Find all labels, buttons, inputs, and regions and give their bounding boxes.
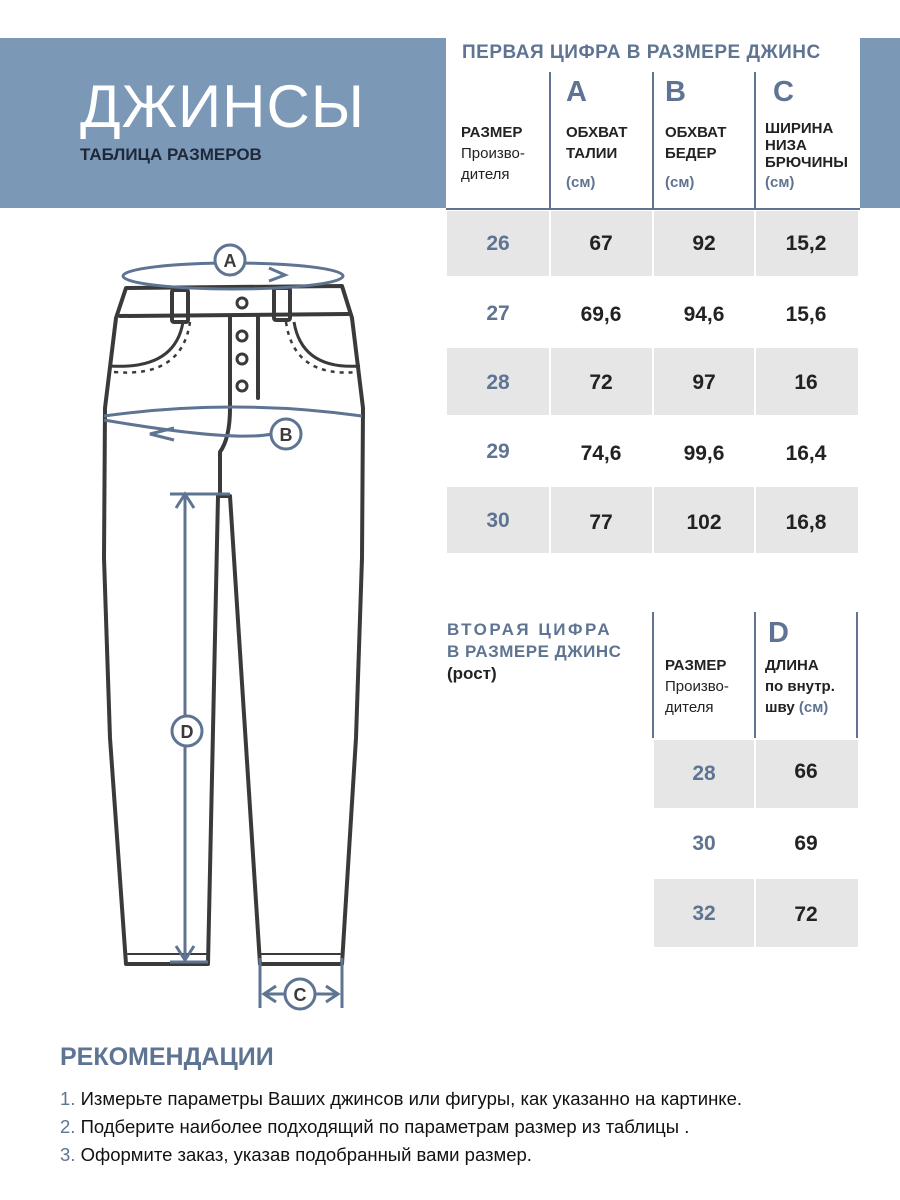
- table1-size-label: РАЗМЕР Произво- дителя: [461, 124, 525, 183]
- column-letter-c: C: [773, 76, 794, 108]
- column-letter-d: D: [768, 617, 789, 649]
- column-label-waist: ОБХВАТ ТАЛИИ: [566, 124, 628, 162]
- list-item: 3. Оформите заказ, указав подобранный вами размер.: [60, 1144, 532, 1165]
- marker-d: [172, 716, 202, 746]
- svg-text:C: C: [293, 985, 307, 1005]
- column-label-inseam: ДЛИНА по внутр. шву (см): [765, 657, 835, 716]
- column-unit: (см): [566, 174, 596, 191]
- column-unit: (см): [765, 174, 795, 191]
- column-divider: [754, 612, 756, 738]
- list-item: 2. Подберите наиболее подходящий по параметрам размер из таблицы .: [60, 1116, 690, 1137]
- page-subtitle: ТАБЛИЦА РАЗМЕРОВ: [80, 145, 262, 164]
- column-divider: [856, 612, 858, 738]
- marker-a: [215, 245, 245, 275]
- table2-size-label: РАЗМЕР Произво- дителя: [665, 657, 729, 716]
- column-letter-a: A: [566, 76, 587, 108]
- recommendations-list: [60, 1085, 742, 1169]
- header-banner-right: [860, 38, 900, 208]
- column-divider: [652, 72, 654, 210]
- marker-b: [271, 419, 301, 449]
- column-unit: (см): [665, 174, 695, 191]
- list-item: 1. Измерьте параметры Ваших джинсов или фигуры, как указанно на картинке.: [60, 1088, 743, 1109]
- page-title: ДЖИНСЫ: [80, 73, 365, 140]
- column-label-leg-width: ШИРИНА НИЗА БРЮЧИНЫ: [765, 120, 848, 171]
- svg-text:B: B: [279, 425, 293, 445]
- column-divider: [549, 72, 551, 210]
- table2-caption: ВТОРАЯ ЦИФРА В РАЗМЕРЕ ДЖИНС (рост): [447, 620, 622, 683]
- column-divider: [652, 612, 654, 738]
- marker-c: [285, 979, 315, 1009]
- column-letter-b: B: [665, 76, 686, 108]
- jeans-diagram: [80, 238, 400, 1018]
- svg-text:A: A: [223, 251, 237, 271]
- svg-text:D: D: [180, 722, 194, 742]
- column-divider: [754, 72, 756, 210]
- table1-header-rule: [446, 208, 860, 210]
- column-label-hips: ОБХВАТ БЕДЕР: [665, 124, 727, 162]
- recommendations-title: РЕКОМЕНДАЦИИ: [60, 1043, 274, 1071]
- table1-caption: ПЕРВАЯ ЦИФРА В РАЗМЕРЕ ДЖИНС: [462, 42, 821, 63]
